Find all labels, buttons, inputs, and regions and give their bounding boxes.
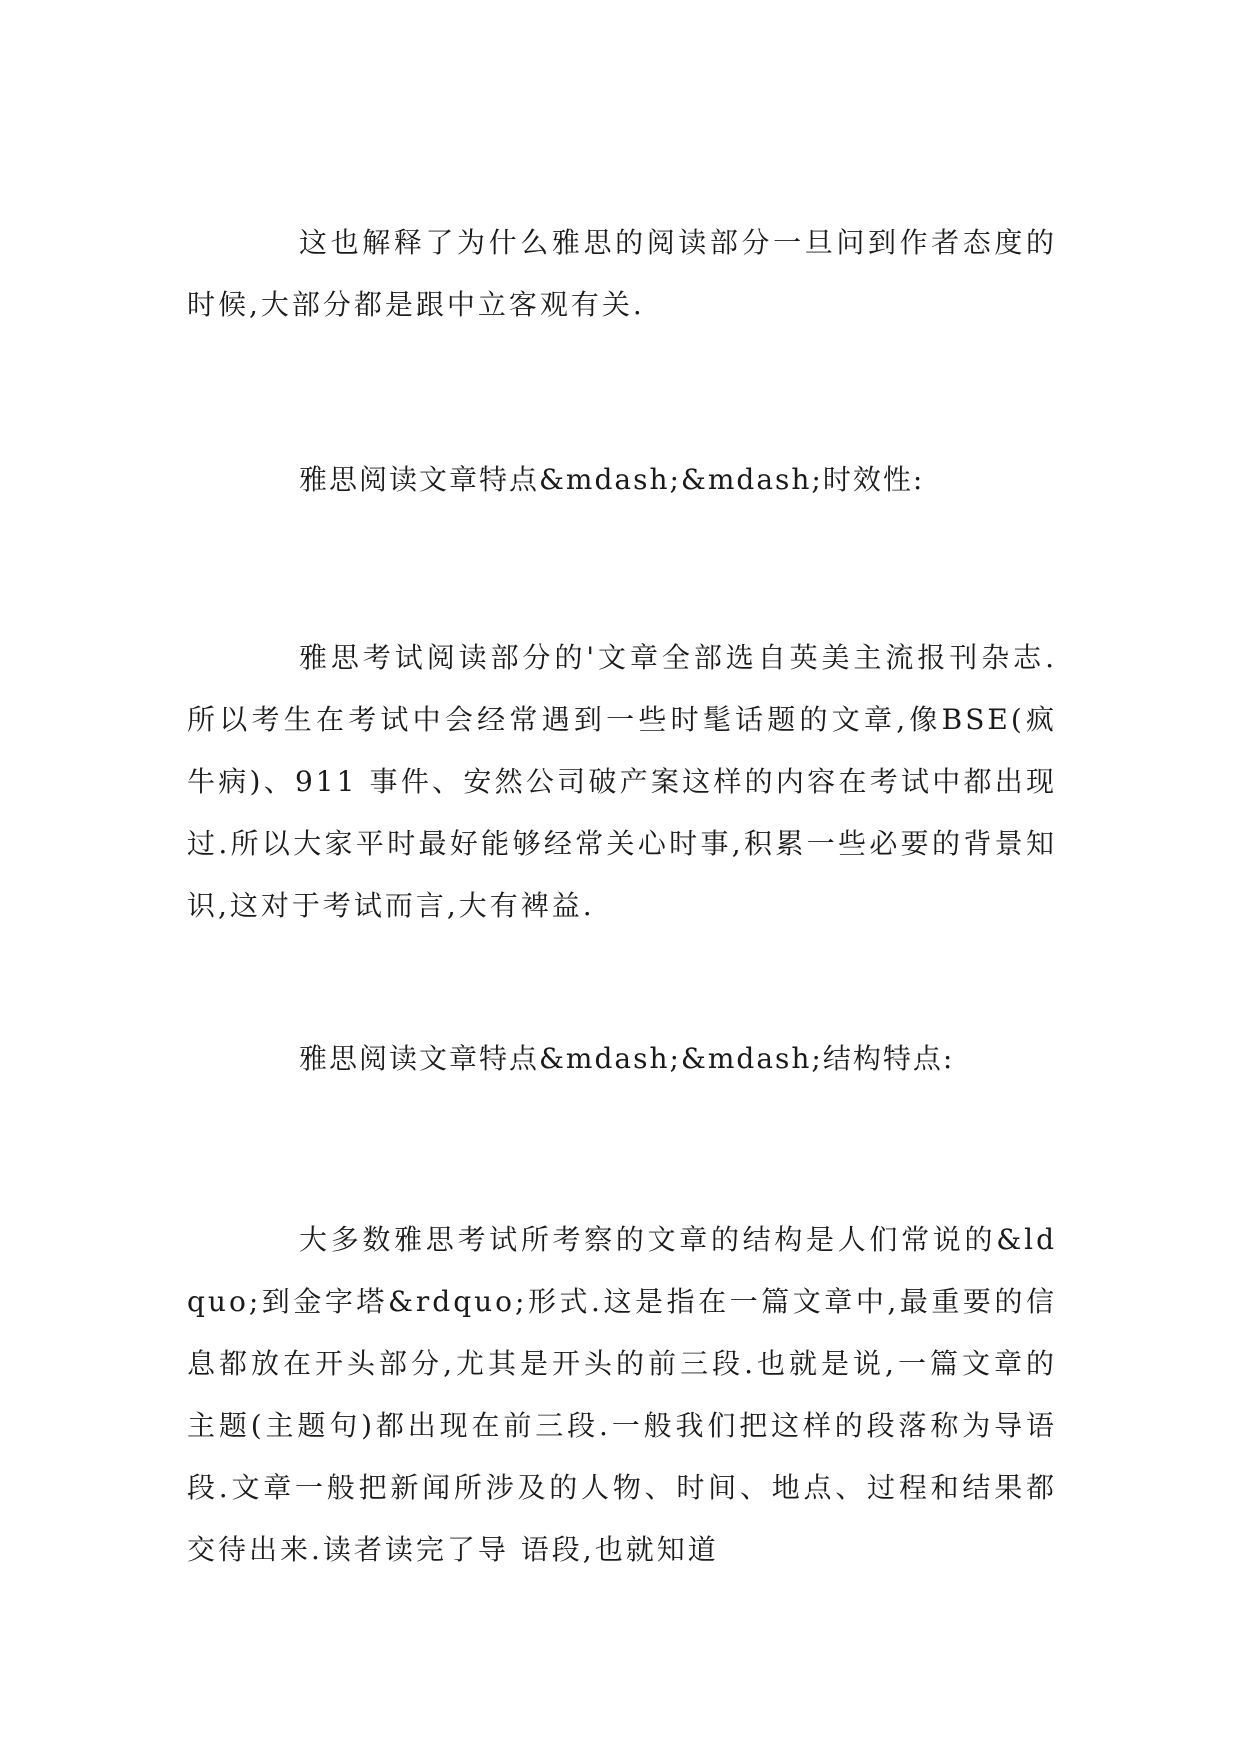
section-heading-timeliness: 雅思阅读文章特点&mdash;&mdash;时效性: [299, 463, 925, 496]
paragraph-timeliness: 雅思考试阅读部分的'文章全部选自英美主流报刊杂志.所以考生在考试中会经常遇到一些时髦话题的文章,像BSE(疯牛病)、911 事件、安然公司破产案这样的内容在考试中都出现过.所以大家平时最好能够经常关心时事,积累一些必要的背景知识,这对于考试而言,大有裨益. [187, 641, 1057, 922]
paragraph-structure: 大多数雅思考试所考察的文章的结构是人们常说的&ldquo;到金字塔&rdquo;形式.这是指在一篇文章中,最重要的信息都放在开头部分,尤其是开头的前三段.也就是说,一篇文章的主题(主题句)都出现在前三段.一般我们把这样的段落称为导语段.文章一般把新闻所涉及的人物、时间、地点、过程和结果都交待出来.读者读完了导 语段,也就知道 [187, 1223, 1057, 1566]
section-heading-structure: 雅思阅读文章特点&mdash;&mdash;结构特点: [299, 1042, 955, 1075]
paragraph-author-attitude: 这也解释了为什么雅思的阅读部分一旦问到作者态度的时候,大部分都是跟中立客观有关. [187, 226, 1057, 321]
